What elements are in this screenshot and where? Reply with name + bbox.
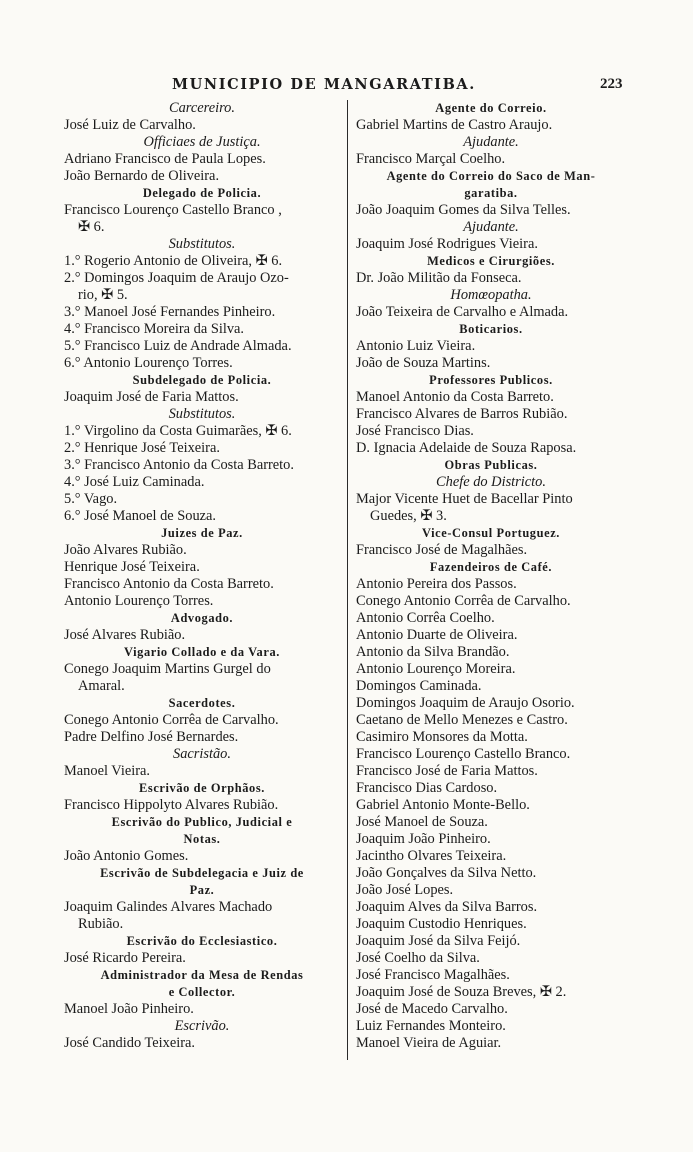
left-entry: José Candido Teixeira. [64,1035,196,1051]
right-entry: Francisco Lourenço Castello Branco. [356,746,571,762]
left-section-heading: Escrivão de Orphãos. [139,781,265,795]
column-divider [347,100,348,1060]
left-entry: 2.° Henrique José Teixeira. [64,440,220,456]
right-entry: Joaquim José de Souza Breves, ✠ 2. [356,984,567,1000]
left-section-heading: e Collector. [168,985,236,999]
left-entry: João Bernardo de Oliveira. [64,168,220,184]
left-entry: João Antonio Gomes. [64,848,189,864]
right-entry: Joaquim Alves da Silva Barros. [356,899,538,915]
right-entry: Joaquim João Pinheiro. [356,831,491,847]
right-section-heading: Medicos e Cirurgiões. [427,254,555,268]
right-section-heading: Boticarios. [459,322,523,336]
left-subheading: Substitutos. [168,406,236,422]
left-entry: Conego Antonio Corrêa de Carvalho. [64,712,279,728]
right-entry: José de Macedo Carvalho. [356,1001,508,1017]
right-entry: José Manoel de Souza. [356,814,488,830]
left-section-heading: Delegado de Policia. [142,186,262,200]
page-header [0,76,693,98]
right-entry: Caetano de Mello Menezes e Castro. [356,712,568,728]
page-title: MUNICIPIO DE MANGARATIBA. [172,76,476,93]
right-entry: João José Lopes. [356,882,454,898]
right-entry: Domingos Joaquim de Araujo Osorio. [356,695,575,711]
right-entry: João Teixeira de Carvalho e Almada. [356,304,569,320]
right-entry: Gabriel Martins de Castro Araujo. [356,117,553,133]
left-entry: 5.° Vago. [64,491,118,507]
left-subheading: Sacristão. [173,746,231,762]
left-section-heading: Escrivão do Ecclesiastico. [126,934,278,948]
right-entry: Antonio Lourenço Moreira. [356,661,516,677]
left-entry: 2.° Domingos Joaquim de Araujo Ozo- [64,270,289,286]
right-entry: Domingos Caminada. [356,678,482,694]
right-entry: Manoel Vieira de Aguiar. [356,1035,502,1051]
left-entry: Francisco Hippolyto Alvares Rubião. [64,797,279,813]
right-entry: Francisco José de Faria Mattos. [356,763,538,779]
left-entry: 3.° Manoel José Fernandes Pinheiro. [64,304,276,320]
right-column [352,100,630,1052]
left-entry: 4.° José Luiz Caminada. [64,474,205,490]
right-entry: Antonio Pereira dos Passos. [356,576,517,592]
right-subheading: Homœopatha. [450,287,532,303]
left-entry: Conego Joaquim Martins Gurgel do [64,661,271,677]
left-entry: 1.° Rogerio Antonio de Oliveira, ✠ 6. [64,253,283,269]
right-entry: Joaquim José da Silva Feijó. [356,933,521,949]
left-entry: José Luiz de Carvalho. [64,117,196,133]
left-section-heading: Paz. [189,883,215,897]
right-entry: Joaquim José Rodrigues Vieira. [356,236,538,252]
left-entry: José Alvares Rubião. [64,627,186,643]
left-entry: Joaquim José de Faria Mattos. [64,389,239,405]
left-entry: 1.° Virgolino da Costa Guimarães, ✠ 6. [64,423,292,439]
right-entry: José Francisco Dias. [356,423,474,439]
right-subheading: Chefe do Districto. [436,474,546,490]
left-entry: Joaquim Galindes Alvares Machado [64,899,273,915]
right-section-heading: Agente do Correio do Saco de Man- [386,169,596,183]
right-entry: Francisco José de Magalhães. [356,542,528,558]
left-entry-continuation: Amaral. [78,678,125,694]
right-entry: Antonio Luiz Vieira. [356,338,476,354]
right-entry: Antonio Corrêa Coelho. [356,610,495,626]
right-entry: Francisco Dias Cardoso. [356,780,498,796]
left-section-heading: Subdelegado de Policia. [132,373,272,387]
right-section-heading: garatiba. [464,186,518,200]
left-section-heading: Juizes de Paz. [161,526,243,540]
left-subheading: Substitutos. [168,236,236,252]
left-entry-continuation: rio, ✠ 5. [78,287,128,303]
left-subheading: Carcereiro. [169,100,235,116]
right-entry: Major Vicente Huet de Bacellar Pinto [356,491,573,507]
left-section-heading: Notas. [183,832,221,846]
right-entry: João Joaquim Gomes da Silva Telles. [356,202,571,218]
left-column [60,100,344,1052]
left-entry: 6.° Antonio Lourenço Torres. [64,355,233,371]
left-entry: Adriano Francisco de Paula Lopes. [64,151,266,167]
right-section-heading: Obras Publicas. [444,458,538,472]
left-section-heading: Escrivão de Subdelegacia e Juiz de [100,866,304,880]
left-entry: Henrique José Teixeira. [64,559,200,575]
left-section-heading: Administrador da Mesa de Rendas [100,968,304,982]
right-section-heading: Vice-Consul Portuguez. [421,526,560,540]
page-number: 223 [600,76,623,92]
right-entry: Francisco Alvares de Barros Rubião. [356,406,568,422]
left-entry: Padre Delfino José Bernardes. [64,729,239,745]
right-entry: José Coelho da Silva. [356,950,480,966]
left-entry: Manoel João Pinheiro. [64,1001,194,1017]
left-entry: Francisco Antonio da Costa Barreto. [64,576,274,592]
right-section-heading: Professores Publicos. [429,373,553,387]
right-entry: Joaquim Custodio Henriques. [356,916,527,932]
right-subheading: Ajudante. [463,134,519,150]
left-entry: 3.° Francisco Antonio da Costa Barreto. [64,457,294,473]
right-entry: Manoel Antonio da Costa Barreto. [356,389,554,405]
left-entry: Manoel Vieira. [64,763,150,779]
left-entry: Francisco Lourenço Castello Branco , [64,202,282,218]
right-entry: João de Souza Martins. [356,355,491,371]
right-entry: Conego Antonio Corrêa de Carvalho. [356,593,571,609]
right-entry: Gabriel Antonio Monte-Bello. [356,797,530,813]
left-entry: Antonio Lourenço Torres. [64,593,214,609]
right-entry: Casimiro Monsores da Motta. [356,729,528,745]
left-entry-continuation: ✠ 6. [78,219,105,235]
left-section-heading: Escrivão do Publico, Judicial e [111,815,293,829]
right-entry: Luiz Fernandes Monteiro. [356,1018,506,1034]
left-entry: 5.° Francisco Luiz de Andrade Almada. [64,338,292,354]
right-subheading: Ajudante. [463,219,519,235]
right-entry: Francisco Marçal Coelho. [356,151,506,167]
left-entry-continuation: Rubião. [78,916,124,932]
left-entry: José Ricardo Pereira. [64,950,186,966]
left-entry: 4.° Francisco Moreira da Silva. [64,321,244,337]
left-section-heading: Sacerdotes. [168,696,236,710]
right-entry: Jacintho Olvares Teixeira. [356,848,507,864]
right-entry: João Gonçalves da Silva Netto. [356,865,537,881]
left-entry: 6.° José Manoel de Souza. [64,508,217,524]
right-entry: Antonio Duarte de Oliveira. [356,627,518,643]
left-section-heading: Vigario Collado e da Vara. [124,645,280,659]
right-section-heading: Fazendeiros de Café. [429,560,553,574]
right-entry: D. Ignacia Adelaide de Souza Raposa. [356,440,577,456]
left-entry: João Alvares Rubião. [64,542,187,558]
right-entry-continuation: Guedes, ✠ 3. [370,508,447,524]
right-entry: Antonio da Silva Brandão. [356,644,510,660]
right-entry: Dr. João Militão da Fonseca. [356,270,522,286]
left-section-heading: Advogado. [170,611,234,625]
left-subheading: Officiaes de Justiça. [143,134,261,150]
right-section-heading: Agente do Correio. [435,101,547,115]
left-subheading: Escrivão. [174,1018,230,1034]
right-entry: José Francisco Magalhães. [356,967,510,983]
